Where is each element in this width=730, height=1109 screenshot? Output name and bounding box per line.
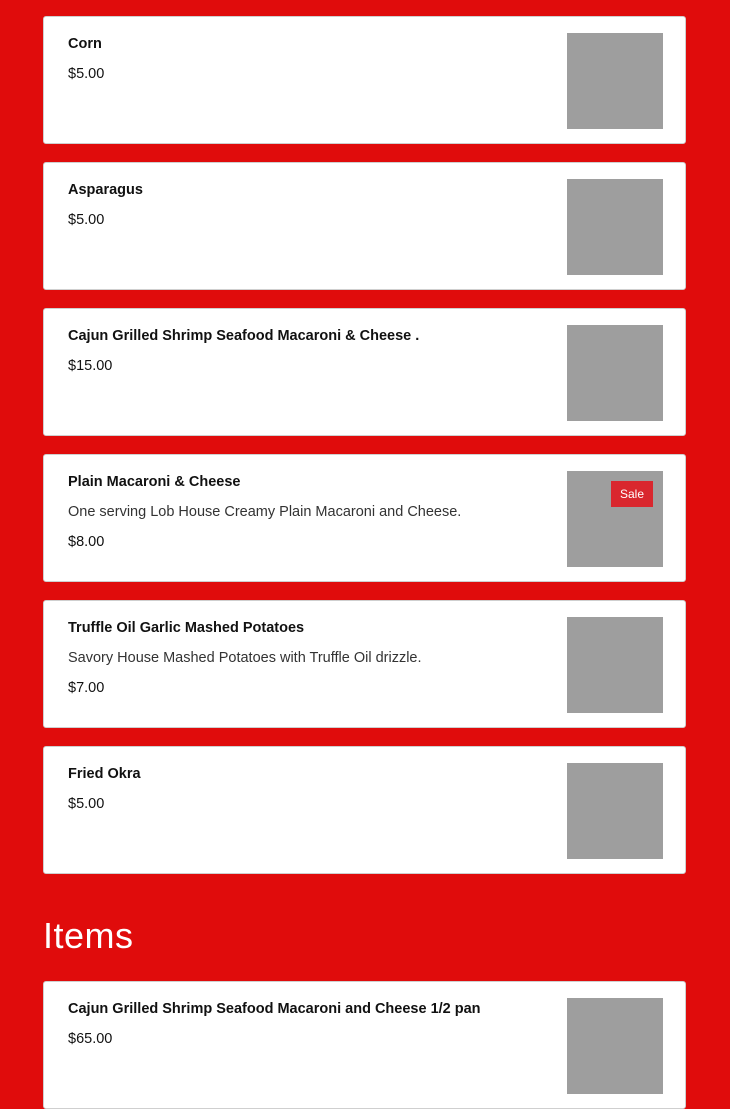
- menu-item-card[interactable]: [43, 308, 686, 436]
- item-title: Asparagus: [68, 182, 143, 198]
- item-image: [567, 33, 663, 129]
- item-price: $5.00: [68, 212, 105, 228]
- item-title: Cajun Grilled Shrimp Seafood Macaroni and Cheese 1/2 pan: [68, 1001, 481, 1017]
- item-title: Plain Macaroni & Cheese: [68, 474, 241, 490]
- item-price: $8.00: [68, 534, 105, 550]
- section-heading-items: Items: [43, 915, 134, 956]
- item-title: Cajun Grilled Shrimp Seafood Macaroni & Cheese .: [68, 328, 420, 344]
- item-image: [567, 763, 663, 859]
- item-title: Truffle Oil Garlic Mashed Potatoes: [68, 620, 305, 636]
- item-image: [567, 471, 663, 567]
- item-description: One serving Lob House Creamy Plain Macaroni and Cheese.: [68, 504, 462, 520]
- menu-item-card[interactable]: [43, 600, 686, 728]
- item-description: Savory House Mashed Potatoes with Truffle Oil drizzle.: [68, 650, 422, 666]
- sale-badge: Sale: [611, 481, 653, 507]
- menu-item-card[interactable]: [43, 16, 686, 144]
- item-price: $5.00: [68, 796, 105, 812]
- item-title: Fried Okra: [68, 766, 141, 782]
- item-image: [567, 325, 663, 421]
- item-image: [567, 179, 663, 275]
- menu-item-card[interactable]: [43, 746, 686, 874]
- item-image: [567, 998, 663, 1094]
- menu-item-card[interactable]: [43, 454, 686, 582]
- item-price: $5.00: [68, 66, 105, 82]
- menu-item-card[interactable]: [43, 162, 686, 290]
- item-price: $15.00: [68, 358, 113, 374]
- menu-item-card[interactable]: [43, 981, 686, 1109]
- item-image: [567, 617, 663, 713]
- item-price: $65.00: [68, 1031, 113, 1047]
- item-title: Corn: [68, 36, 102, 52]
- item-price: $7.00: [68, 680, 105, 696]
